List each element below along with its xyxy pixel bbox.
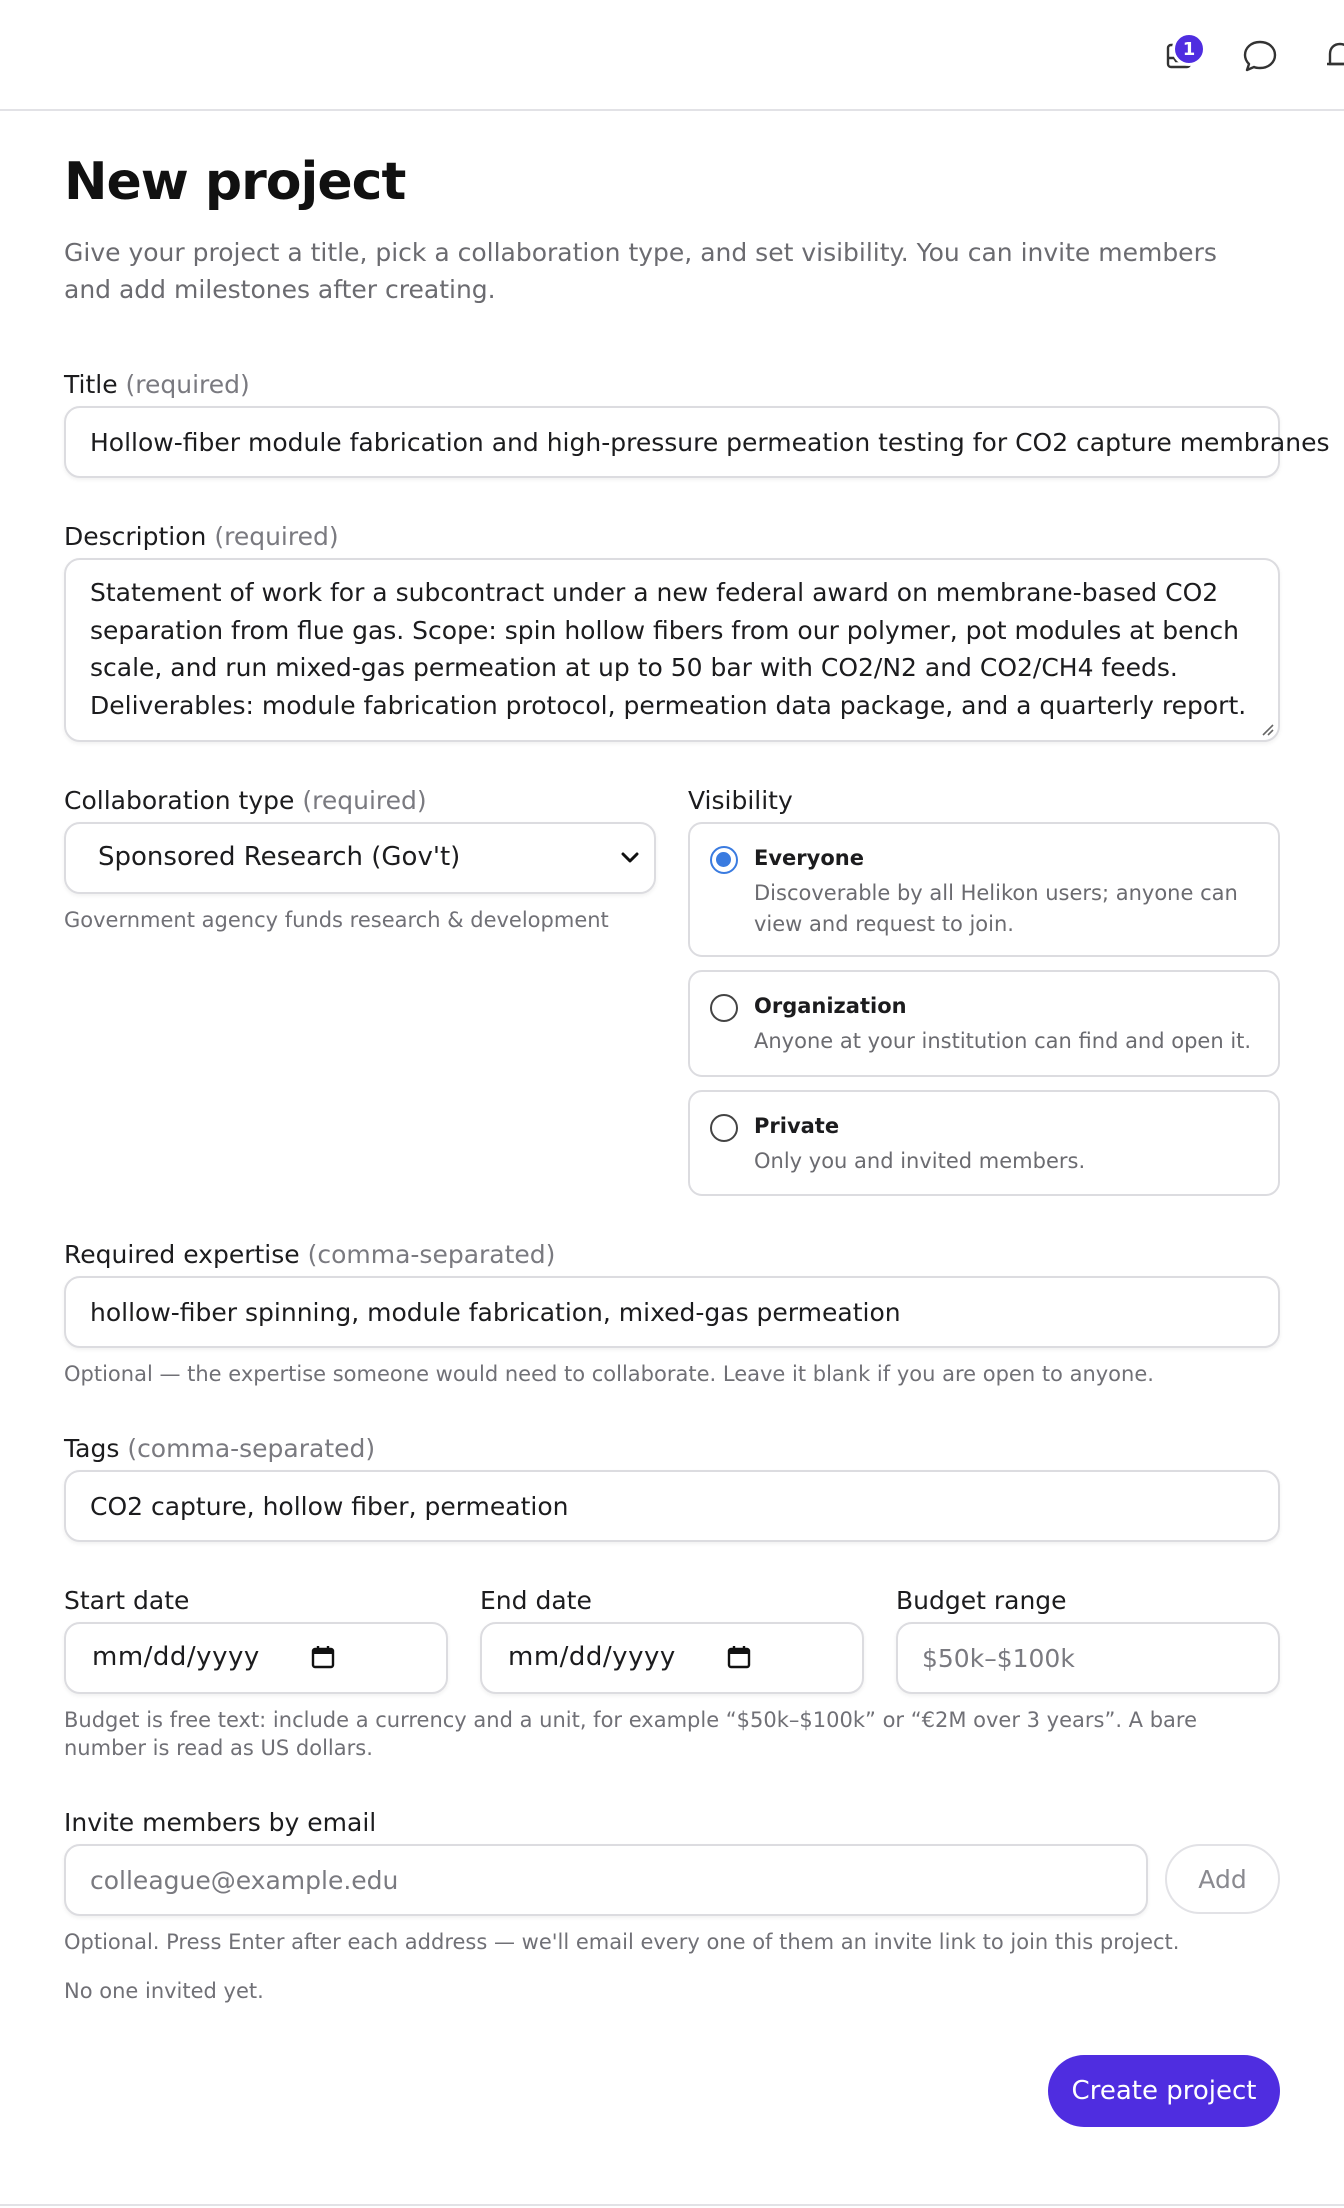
description-textarea[interactable] (64, 558, 1280, 742)
expertise-input[interactable] (64, 1276, 1280, 1348)
expertise-input-value: hollow-fiber spinning, module fabrication, mixed-gas permeation (90, 1298, 901, 1327)
inbox-badge: 1 (1172, 32, 1206, 66)
invite-help: Optional. Press Enter after each address — we'll email every one of them an invite link to join this project. (64, 1930, 1180, 1954)
end-date-input[interactable] (480, 1622, 864, 1694)
bell-icon[interactable] (1320, 36, 1344, 76)
description-label: Description (required) (64, 522, 339, 551)
visibility-option-private[interactable]: Private Only you and invited members. (688, 1090, 1280, 1196)
description-value: Statement of work for a subcontract under a new federal award on membrane-based CO2 separation from flue gas. Scope: spin hollow fibers from our polymer, pot modules at bench scale, and run mixed-gas permeation at up to 50 bar with CO2/N2 and CO2/CH4 feeds. Deliverables: module fabrication protocol, permeation data package, and a quarterly report. (90, 578, 1247, 720)
invite-placeholder: colleague@example.edu (90, 1866, 399, 1895)
visibility-option-organization[interactable]: Organization Anyone at your institution can find and open it. (688, 970, 1280, 1077)
budget-help: Budget is free text: include a currency and a unit, for example “$50k–$100k” or “€2M over 3 years”. A bare number is read as US dollars. (64, 1708, 1198, 1760)
tags-label: Tags (comma-separated) (64, 1434, 376, 1463)
expertise-label: Required expertise (comma-separated) (64, 1240, 556, 1269)
invite-label: Invite members by email (64, 1808, 377, 1837)
start-date-label: Start date (64, 1586, 190, 1615)
bottom-divider (0, 2204, 1344, 2206)
chevron-down-icon (618, 846, 642, 870)
add-invite-button[interactable]: Add (1165, 1844, 1280, 1914)
end-date-value: mm/dd/yyyy (508, 1642, 676, 1672)
start-date-input[interactable] (64, 1622, 448, 1694)
visibility-radio-everyone[interactable] (710, 846, 738, 874)
budget-placeholder: $50k–$100k (922, 1644, 1075, 1673)
title-input[interactable] (64, 406, 1330, 478)
calendar-icon[interactable] (726, 1644, 752, 1670)
end-date-label: End date (480, 1586, 592, 1615)
calendar-icon[interactable] (310, 1644, 336, 1670)
tags-input[interactable] (64, 1470, 1280, 1542)
collaboration-type-help: Government agency funds research & development (64, 908, 609, 932)
page-intro: Give your project a title, pick a collaboration type, and set visibility. You can invite members and add milestones after creating. (64, 238, 1217, 304)
invite-empty-state: No one invited yet. (64, 1979, 264, 2003)
visibility-label: Visibility (688, 786, 793, 815)
expertise-help: Optional — the expertise someone would need to collaborate. Leave it blank if you are open to anyone. (64, 1362, 1154, 1386)
chat-icon[interactable] (1240, 36, 1280, 76)
visibility-radio-organization[interactable] (710, 994, 738, 1022)
budget-input[interactable] (896, 1622, 1280, 1694)
collaboration-type-value: Sponsored Research (Gov't) (98, 842, 461, 872)
collaboration-type-label: Collaboration type (required) (64, 786, 427, 815)
resize-handle-icon[interactable] (1260, 722, 1274, 736)
budget-label: Budget range (896, 1586, 1067, 1615)
visibility-option-everyone[interactable]: Everyone Discoverable by all Helikon users; anyone can view and request to join. (688, 822, 1280, 957)
invite-email-input[interactable] (64, 1844, 1148, 1916)
title-input-value: Hollow-fiber module fabrication and high-pressure permeation testing for CO2 capture membranes (90, 428, 1330, 457)
collaboration-type-select[interactable] (64, 822, 656, 894)
top-bar (0, 0, 1344, 111)
start-date-value: mm/dd/yyyy (92, 1642, 260, 1672)
page-title: New project (64, 152, 406, 212)
title-label: Title (required) (64, 370, 250, 399)
create-project-button[interactable]: Create project (1048, 2055, 1280, 2127)
visibility-radio-private[interactable] (710, 1114, 738, 1142)
tags-input-value: CO2 capture, hollow fiber, permeation (90, 1492, 569, 1521)
